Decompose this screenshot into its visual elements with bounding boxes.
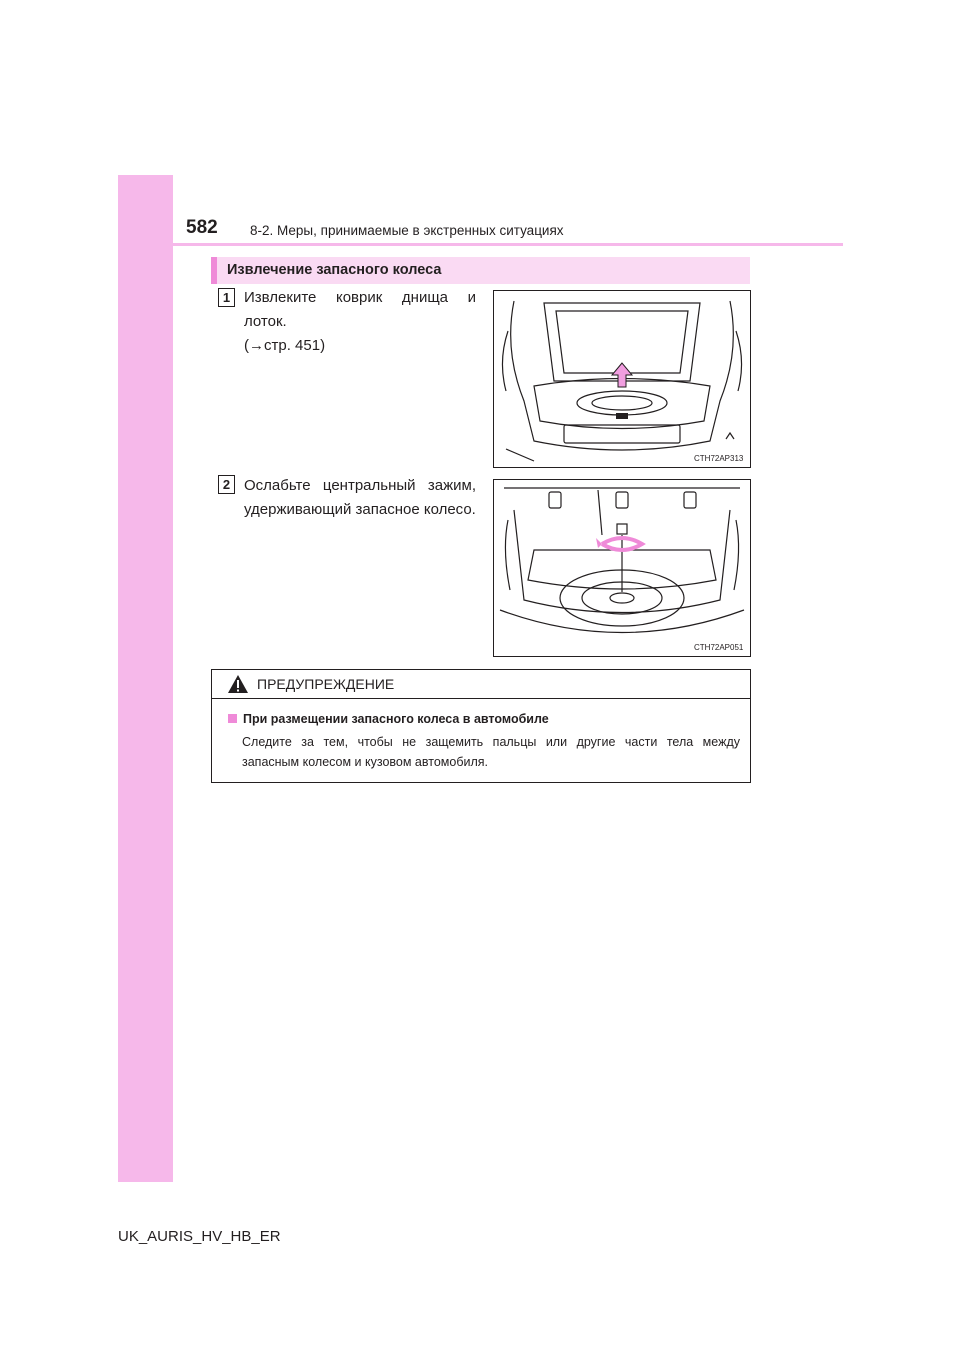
warning-box: [211, 669, 751, 783]
warning-body-line-1: Следите за тем, чтобы не защемить пальцы или другие части тела между: [242, 735, 740, 749]
document-code: UK_AURIS_HV_HB_ER: [118, 1228, 281, 1245]
warning-body: [242, 732, 740, 772]
warning-subtitle-text: При размещении запасного колеса в автомобиле: [243, 712, 549, 726]
step-text-1: [244, 286, 476, 358]
page-number: 582: [186, 217, 218, 238]
section-accent: [211, 257, 217, 284]
section-title: Извлечение запасного колеса: [227, 262, 442, 278]
step-2-line-2: удерживающий запасное колесо.: [244, 501, 476, 518]
chapter-title: 8-2. Меры, принимаемые в экстренных ситуациях: [250, 223, 564, 238]
figure-trunk-open: [493, 290, 751, 468]
step-text-2: [244, 474, 476, 522]
step-1-line-1: Извлеките коврик днища и лоток.: [244, 289, 476, 330]
step-number-1: 1: [218, 288, 235, 307]
figure-code-1: CTH72AP313: [694, 454, 744, 463]
step-1-line-2: (→стр. 451): [244, 337, 326, 354]
warning-body-line-2: запасным колесом и кузовом автомобиля.: [242, 755, 489, 769]
step-number-2: 2: [218, 475, 235, 494]
section-heading: [211, 257, 750, 284]
figure-code-2: CTH72AP051: [694, 643, 744, 652]
step-2-line-1: Ослабьте центральный зажим,: [244, 477, 476, 494]
square-bullet-icon: [228, 714, 237, 723]
warning-subtitle: [228, 712, 549, 726]
warning-header: [212, 670, 750, 699]
warning-title: ПРЕДУПРЕЖДЕНИЕ: [257, 676, 395, 692]
side-tab-bar: [118, 175, 173, 1182]
figure-spare-wheel: [493, 479, 751, 657]
spare-wheel-illustration: [494, 480, 750, 656]
trunk-illustration: [494, 291, 750, 467]
header-divider: [173, 243, 843, 246]
warning-triangle-icon: [227, 674, 249, 694]
